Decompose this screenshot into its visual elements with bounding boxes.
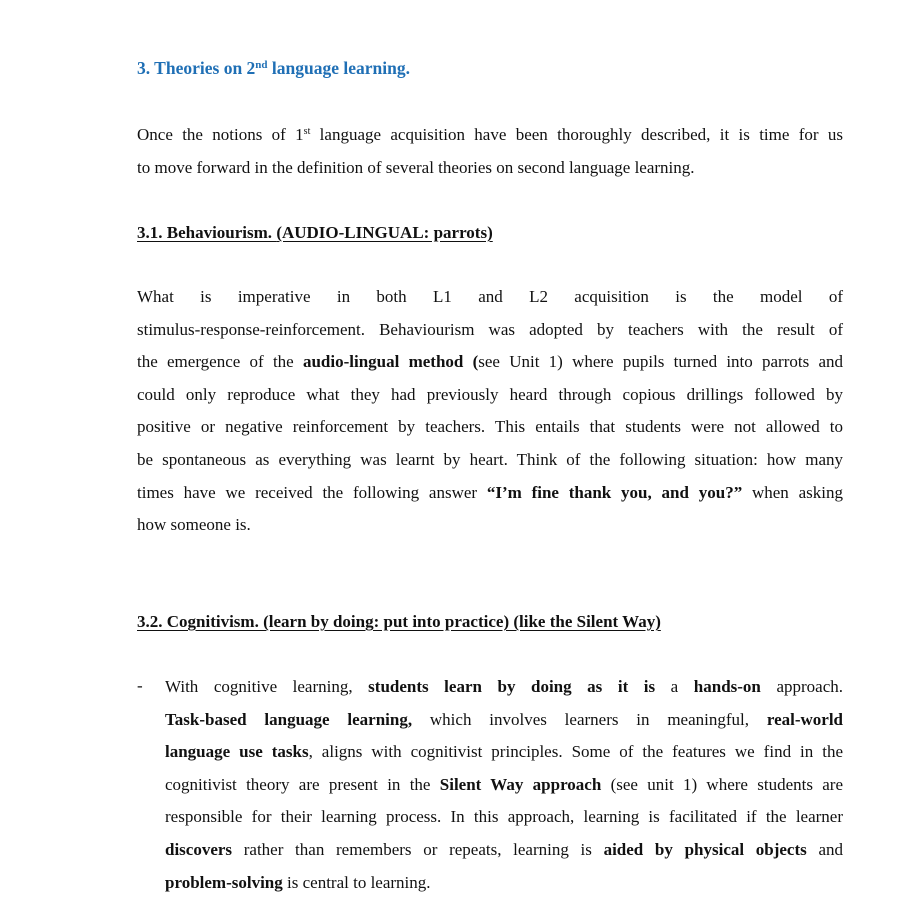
cognitivism-bullet-text: [165, 671, 843, 899]
body-text: be spontaneous as everything was learnt by heart. Think of the following situation: how many: [137, 449, 843, 469]
body-text: is central to learning.: [282, 872, 431, 892]
bold-text: real-world: [766, 709, 843, 729]
intro-text: language acquisition have been thoroughly described, it is time for us: [310, 125, 844, 144]
body-text: when asking: [742, 482, 843, 502]
body-text: see Unit 1) where pupils turned into parrots and: [478, 352, 843, 372]
body-text: times have we received the following answer: [137, 482, 487, 502]
body-text: and: [806, 839, 843, 859]
behaviourism-paragraph: [137, 281, 843, 542]
text-line: [165, 704, 843, 737]
bold-text: discovers: [165, 839, 233, 859]
section-title-prefix: 3. Theories on 2: [137, 58, 256, 78]
body-text: stimulus-response-reinforcement. Behaviourism was adopted by teachers with the result of: [137, 319, 843, 339]
bold-text: aided by physical objects: [603, 839, 807, 859]
intro-text: Once the notions of 1: [137, 125, 304, 144]
body-text: , aligns with cognitivist principles. Some of the features we find in the: [308, 742, 843, 762]
body-text: could only reproduce what they had previously heard through copious drillings followed by: [137, 384, 843, 404]
bold-text: “I’m fine thank you, and you?”: [486, 482, 743, 502]
text-line: [137, 477, 843, 510]
section-title-superscript: nd: [255, 59, 268, 71]
text-line: [137, 314, 843, 347]
body-text: cognitivist theory are present in the: [165, 774, 440, 794]
body-text: What is imperative in both L1 and L2 acquisition is the model of: [137, 287, 843, 306]
body-text: the emergence of the: [137, 352, 303, 372]
body-text: (see unit 1) where students are: [601, 774, 844, 794]
body-text: approach.: [760, 677, 843, 696]
bold-text: students learn by doing as it is: [368, 677, 656, 696]
bold-text: problem-solving: [165, 872, 283, 892]
body-text: With cognitive learning,: [165, 677, 369, 696]
text-line: [137, 281, 843, 314]
behaviourism-heading-plain: 3.1. Behaviourism.: [137, 223, 277, 242]
text-line: [137, 346, 843, 379]
text-line: [165, 834, 843, 867]
section-title: [137, 58, 410, 79]
text-line: [137, 379, 843, 412]
behaviourism-heading-bold: (AUDIO-LINGUAL: parrots): [276, 223, 493, 242]
bold-text: Silent Way approach: [439, 774, 602, 794]
text-line: [165, 801, 843, 834]
bullet-marker: -: [137, 676, 143, 695]
bold-text: Task-based language learning,: [165, 709, 413, 729]
section-title-suffix: language learning.: [267, 58, 410, 78]
text-line: [137, 444, 843, 477]
bold-text: language use tasks: [165, 742, 309, 762]
text-line: [165, 736, 843, 769]
body-text: responsible for their learning process. In this approach, learning is facilitated if the learner: [165, 807, 843, 827]
behaviourism-heading: [137, 223, 493, 243]
text-line: [137, 509, 843, 542]
intro-paragraph: [137, 119, 843, 184]
intro-superscript: st: [303, 126, 311, 137]
bold-text: audio-lingual method (: [302, 352, 479, 372]
text-line: [165, 769, 843, 802]
body-text: how someone is.: [137, 515, 251, 535]
body-text: rather than remembers or repeats, learning is: [232, 839, 604, 859]
text-line: [165, 867, 843, 900]
body-text: positive or negative reinforcement by teachers. This entails that students were not allowed to: [137, 417, 843, 437]
intro-line-2: to move forward in the definition of several theories on second language learning.: [137, 157, 695, 177]
cognitivism-heading: 3.2. Cognitivism. (learn by doing: put into practice) (like the Silent Way): [137, 612, 661, 631]
body-text: a: [655, 677, 694, 696]
text-line: [165, 671, 843, 704]
body-text: which involves learners in meaningful,: [412, 709, 767, 729]
intro-line-1: [137, 119, 843, 152]
text-line: [137, 411, 843, 444]
bold-text: hands-on: [693, 677, 761, 696]
